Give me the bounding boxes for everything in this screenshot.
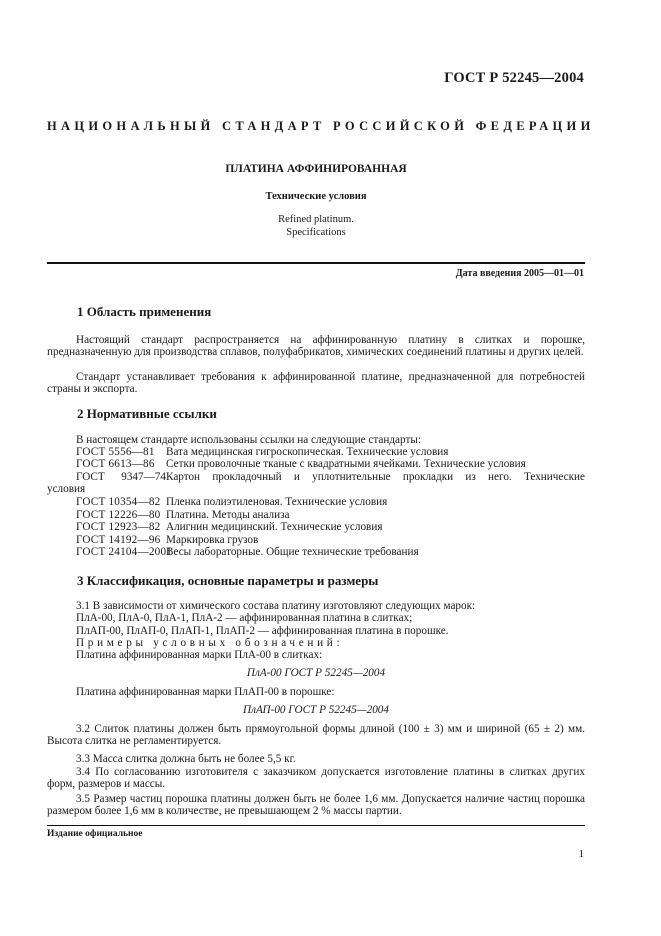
- reference-item: ГОСТ 9347—74Картон прокладочный и уплотнительные прокладки из него. Технические условия: [47, 471, 585, 496]
- official-edition-label: Издание официальное: [47, 829, 143, 839]
- footer-divider: [47, 825, 585, 826]
- intro-date: Дата введения 2005—01—01: [455, 268, 584, 279]
- reference-item: ГОСТ 5556—81 Вата медицинская гигроскопическая. Технические условия: [76, 446, 449, 458]
- english-title-line1: Refined platinum.: [278, 214, 354, 225]
- example-1-text: Платина аффинированная марки ПлА-00 в слитках:: [76, 649, 323, 661]
- reference-item: ГОСТ 12923—82 Алигнин медицинский. Технические условия: [76, 521, 383, 533]
- examples-label: Примеры условных обозначений:: [76, 637, 344, 649]
- document-title: ПЛАТИНА АФФИНИРОВАННАЯ: [225, 163, 407, 175]
- header-divider: [47, 262, 585, 264]
- reference-item: ГОСТ 12226—80 Платина. Методы анализа: [76, 509, 290, 521]
- gost-number: ГОСТ Р 52245—2004: [444, 70, 584, 86]
- reference-item: ГОСТ 10354—82 Пленка полиэтиленовая. Технические условия: [76, 496, 388, 508]
- standard-banner: НАЦИОНАЛЬНЫЙ СТАНДАРТ РОССИЙСКОЙ ФЕДЕРАЦИИ: [47, 119, 595, 133]
- section-1-paragraph-2: Стандарт устанавливает требования к аффинированной платине, предназначенной для потребностей страны и экспорта.: [47, 371, 585, 396]
- reference-item: ГОСТ 14192—96 Маркировка грузов: [76, 534, 259, 546]
- example-2-designation: ПлАП-00 ГОСТ Р 52245—2004: [243, 704, 389, 716]
- reference-item: ГОСТ 6613—86 Сетки проволочные тканые с квадратными ячейками. Технические условия: [76, 458, 526, 470]
- clause-3-2: 3.2 Слиток платины должен быть прямоугольной формы длиной (100 ± 3) мм и шириной (65 ± 2) мм. Высота слитка не регламентируется.: [47, 723, 585, 748]
- clause-3-3: 3.3 Масса слитка должна быть не более 5,5 кг.: [76, 753, 296, 765]
- example-1-designation: ПлА-00 ГОСТ Р 52245—2004: [246, 667, 386, 679]
- references-intro: В настоящем стандарте использованы ссылки на следующие стандарты:: [76, 434, 421, 446]
- clause-3-5: 3.5 Размер частиц порошка платины должен быть не более 1,6 мм. Допускается наличие частиц порошка размером более 1,6 мм в количестве, не превышающем 2 % массы партии.: [47, 793, 585, 818]
- example-2-text: Платина аффинированная марки ПлАП-00 в порошке:: [76, 686, 335, 698]
- section-3-heading: 3 Классификация, основные параметры и размеры: [77, 573, 379, 588]
- clause-3-1: 3.1 В зависимости от химического состава платину изготовляют следующих марок:: [76, 600, 476, 612]
- section-2-heading: 2 Нормативные ссылки: [77, 406, 217, 421]
- section-1-paragraph-1: Настоящий стандарт распространяется на аффинированную платину в слитках и порошке, предназначенную для производства сплавов, полуфабрикатов, химических соединений платины и других целей.: [47, 334, 585, 359]
- clause-3-4: 3.4 По согласованию изготовителя с заказчиком допускается изготовление платины в слитках других форм, размеров и массы.: [47, 766, 585, 791]
- reference-item: ГОСТ 24104—2001Весы лабораторные. Общие технические требования: [76, 546, 419, 558]
- document-subtitle: Технические условия: [265, 191, 367, 202]
- clause-3-1-powder-grades: ПлАП-00, ПлАП-0, ПлАП-1, ПлАП-2 — аффинированная платина в порошке.: [76, 625, 449, 637]
- english-title: [47, 214, 585, 239]
- english-title-line2: Specifications: [286, 226, 346, 238]
- page-number: 1: [578, 848, 584, 860]
- clause-3-1-ingot-grades: ПлА-00, ПлА-0, ПлА-1, ПлА-2 — аффинированная платина в слитках;: [76, 612, 413, 624]
- section-1-heading: 1 Область применения: [77, 304, 212, 319]
